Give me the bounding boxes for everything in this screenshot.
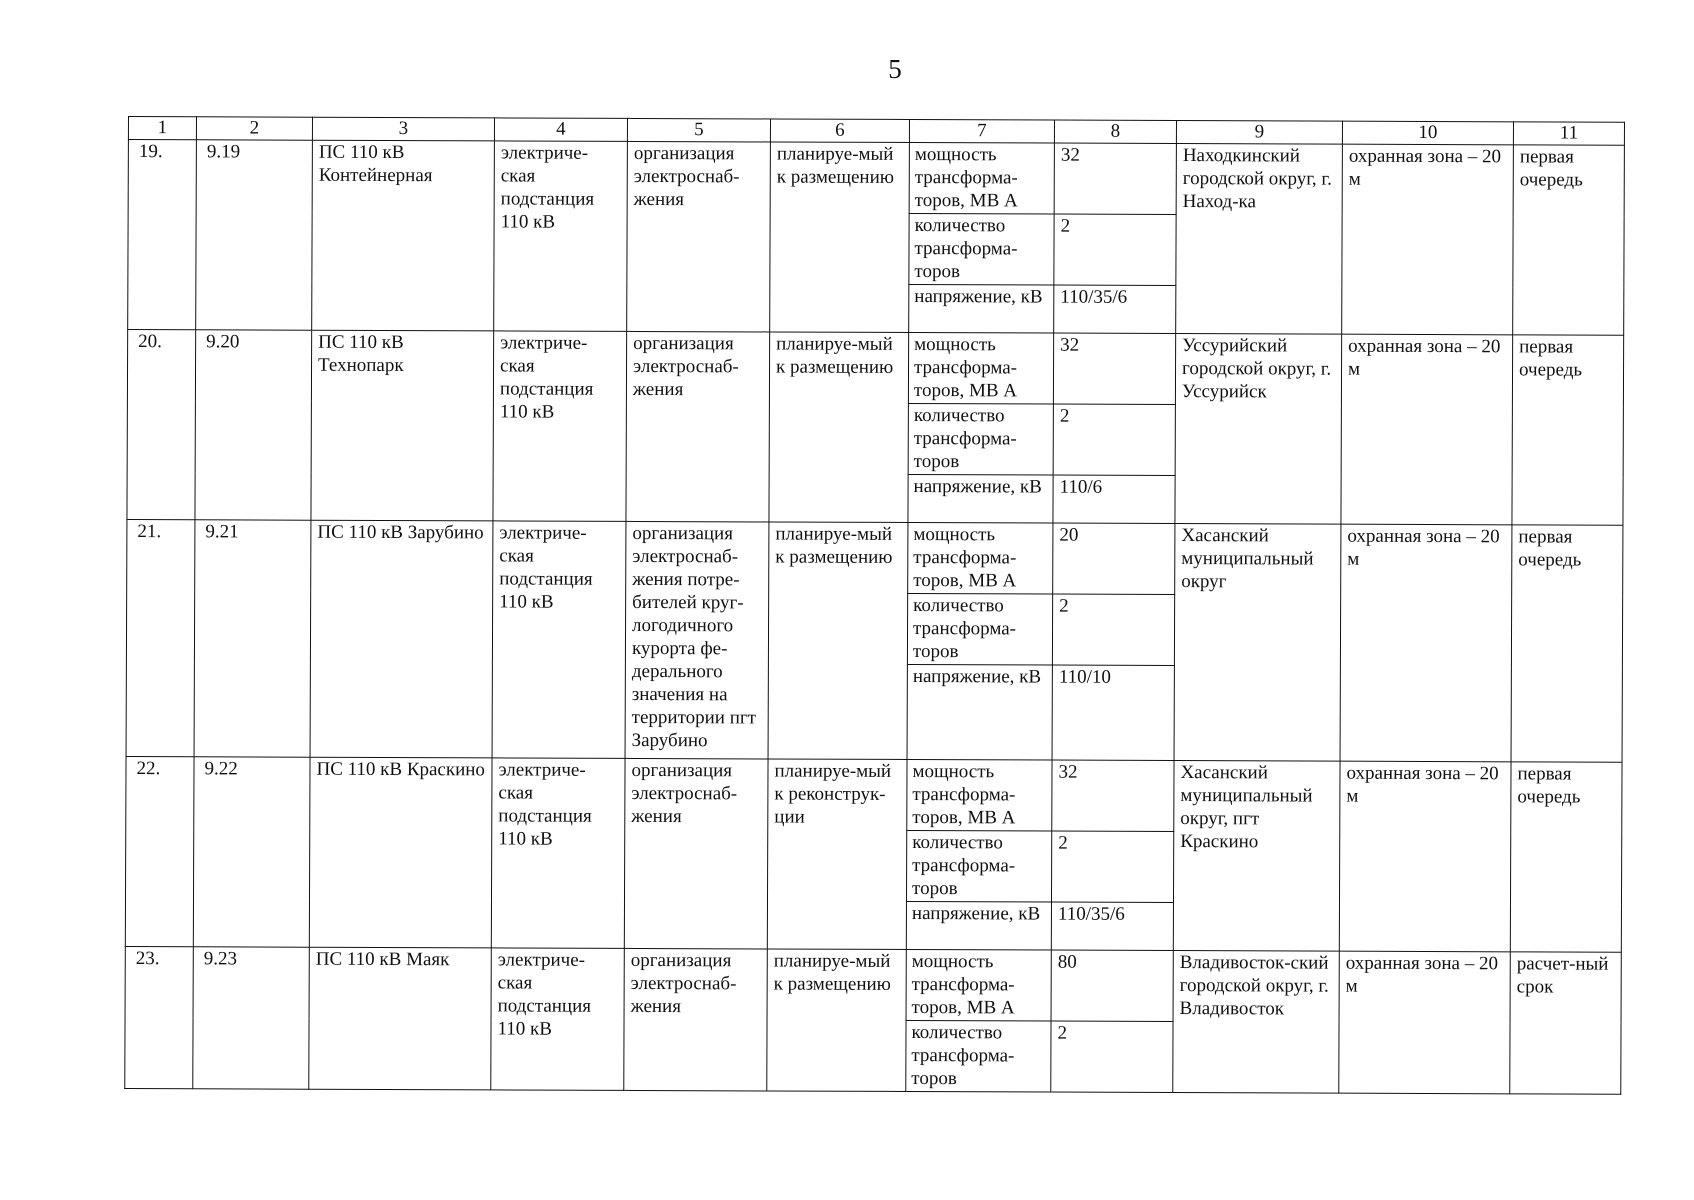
param-value: 110/35/6 [1051, 902, 1173, 950]
param-label: напряжение, кВ [909, 284, 1054, 333]
param-label: мощность трансформа-торов, МВ А [908, 522, 1053, 594]
header-cell: 4 [494, 118, 627, 142]
protection-zone: охранная зона – 20 м [1340, 524, 1512, 762]
param-label: количество трансформа-торов [908, 403, 1053, 475]
object-purpose: организация электроснаб-жения [626, 331, 770, 522]
object-name: ПС 110 кВ Краскино [309, 757, 492, 948]
header-cell: 8 [1054, 120, 1176, 143]
object-type: электриче-ская подстанция 110 кВ [491, 948, 625, 1091]
object-purpose: организация электроснаб-жения [624, 948, 768, 1091]
implementation-stage: первая очередь [1511, 525, 1623, 762]
protection-zone: охранная зона – 20 м [1342, 144, 1514, 335]
param-label: напряжение, кВ [906, 901, 1051, 950]
row-number: 19. [128, 140, 197, 330]
param-value: 80 [1051, 950, 1173, 1021]
table-row [125, 946, 1621, 1023]
table-row [127, 330, 1623, 407]
param-label: количество трансформа-торов [907, 593, 1052, 665]
header-cell: 5 [627, 118, 770, 142]
object-type: электриче-ская подстанция 110 кВ [494, 141, 628, 332]
object-status: планируе-мый к размещению [770, 142, 910, 333]
param-label: количество трансформа-торов [909, 214, 1054, 286]
object-name: ПС 110 кВ Контейнерная [312, 140, 495, 331]
object-purpose: организация электроснаб-жения [624, 758, 768, 949]
param-label: количество трансформа-торов [906, 1020, 1051, 1092]
param-value: 32 [1053, 333, 1175, 404]
header-cell: 11 [1513, 122, 1624, 145]
page-number: 5 [888, 54, 902, 84]
table-row [126, 756, 1622, 833]
row-number: 22. [125, 756, 194, 946]
header-cell: 9 [1176, 121, 1342, 145]
table-row [127, 519, 1623, 596]
row-number: 23. [125, 946, 194, 1088]
object-name: ПС 110 кВ Технопарк [311, 330, 494, 521]
param-value: 2 [1051, 1021, 1173, 1092]
object-status: планируе-мый к размещению [769, 332, 909, 523]
document-sheet [124, 116, 1625, 1095]
header-cell: 2 [196, 117, 312, 140]
param-label: напряжение, кВ [908, 474, 1053, 523]
row-number: 20. [127, 330, 196, 520]
implementation-stage: первая очередь [1512, 335, 1624, 525]
param-value: 32 [1052, 760, 1174, 831]
data-table [124, 116, 1625, 1095]
object-location: Хасанский муниципальный округ [1174, 524, 1341, 762]
param-value: 110/35/6 [1054, 285, 1176, 333]
object-status: планируе-мый к размещению [767, 949, 907, 1092]
param-label: мощность трансформа-торов, МВ А [906, 949, 1051, 1021]
row-code: 9.23 [193, 947, 310, 1089]
protection-zone: охранная зона – 20 м [1339, 951, 1511, 1094]
row-code: 9.21 [194, 520, 311, 757]
header-cell: 6 [770, 119, 909, 143]
row-code: 9.22 [193, 757, 310, 947]
param-value: 32 [1054, 143, 1176, 214]
param-value: 2 [1054, 214, 1176, 285]
object-name: ПС 110 кВ Маяк [309, 947, 492, 1090]
header-cell: 10 [1342, 121, 1513, 145]
row-code: 9.19 [196, 140, 313, 330]
param-label: мощность трансформа-торов, МВ А [909, 143, 1054, 215]
row-number: 21. [126, 519, 195, 756]
param-label: напряжение, кВ [907, 664, 1052, 760]
header-cell: 1 [128, 117, 196, 140]
object-location: Уссурийский городской округ, г. Уссурийск [1175, 334, 1342, 525]
object-purpose: организация электроснаб-жения [627, 141, 771, 332]
object-status: планируе-мый к размещению [768, 522, 908, 760]
param-value: 20 [1053, 523, 1175, 594]
object-location: Находкинский городской округ, г. Наход-ка [1176, 144, 1343, 335]
implementation-stage: первая очередь [1513, 145, 1625, 335]
object-type: электриче-ская подстанция 110 кВ [493, 331, 627, 522]
param-value: 2 [1053, 404, 1175, 475]
protection-zone: охранная зона – 20 м [1339, 761, 1511, 952]
header-cell: 3 [312, 117, 494, 141]
param-value: 110/10 [1052, 665, 1174, 760]
param-label: мощность трансформа-торов, МВ А [907, 759, 1052, 831]
param-value: 2 [1052, 594, 1174, 665]
object-type: электриче-ская подстанция 110 кВ [492, 521, 626, 759]
implementation-stage: первая очередь [1510, 762, 1622, 952]
param-value: 110/6 [1053, 475, 1175, 523]
param-value: 2 [1051, 831, 1173, 902]
protection-zone: охранная зона – 20 м [1341, 334, 1513, 525]
row-code: 9.20 [195, 330, 312, 520]
param-label: мощность трансформа-торов, МВ А [908, 332, 1053, 404]
object-name: ПС 110 кВ Зарубино [310, 520, 493, 758]
object-location: Хасанский муниципальный округ, пгт Краскино [1173, 761, 1340, 952]
param-label: количество трансформа-торов [906, 830, 1051, 902]
table-row [128, 140, 1624, 217]
object-type: электриче-ская подстанция 110 кВ [491, 758, 625, 949]
implementation-stage: расчет-ный срок [1510, 952, 1622, 1094]
object-status: планируе-мый к реконструк-ции [767, 759, 907, 950]
object-location: Владивосток-ский городской округ, г. Владивосток [1173, 951, 1340, 1094]
header-cell: 7 [909, 120, 1054, 144]
object-purpose: организация электроснаб-жения потре-бителей круг-логодичного курорта фе-дерального значения на территории пгт Зарубино [625, 521, 769, 759]
